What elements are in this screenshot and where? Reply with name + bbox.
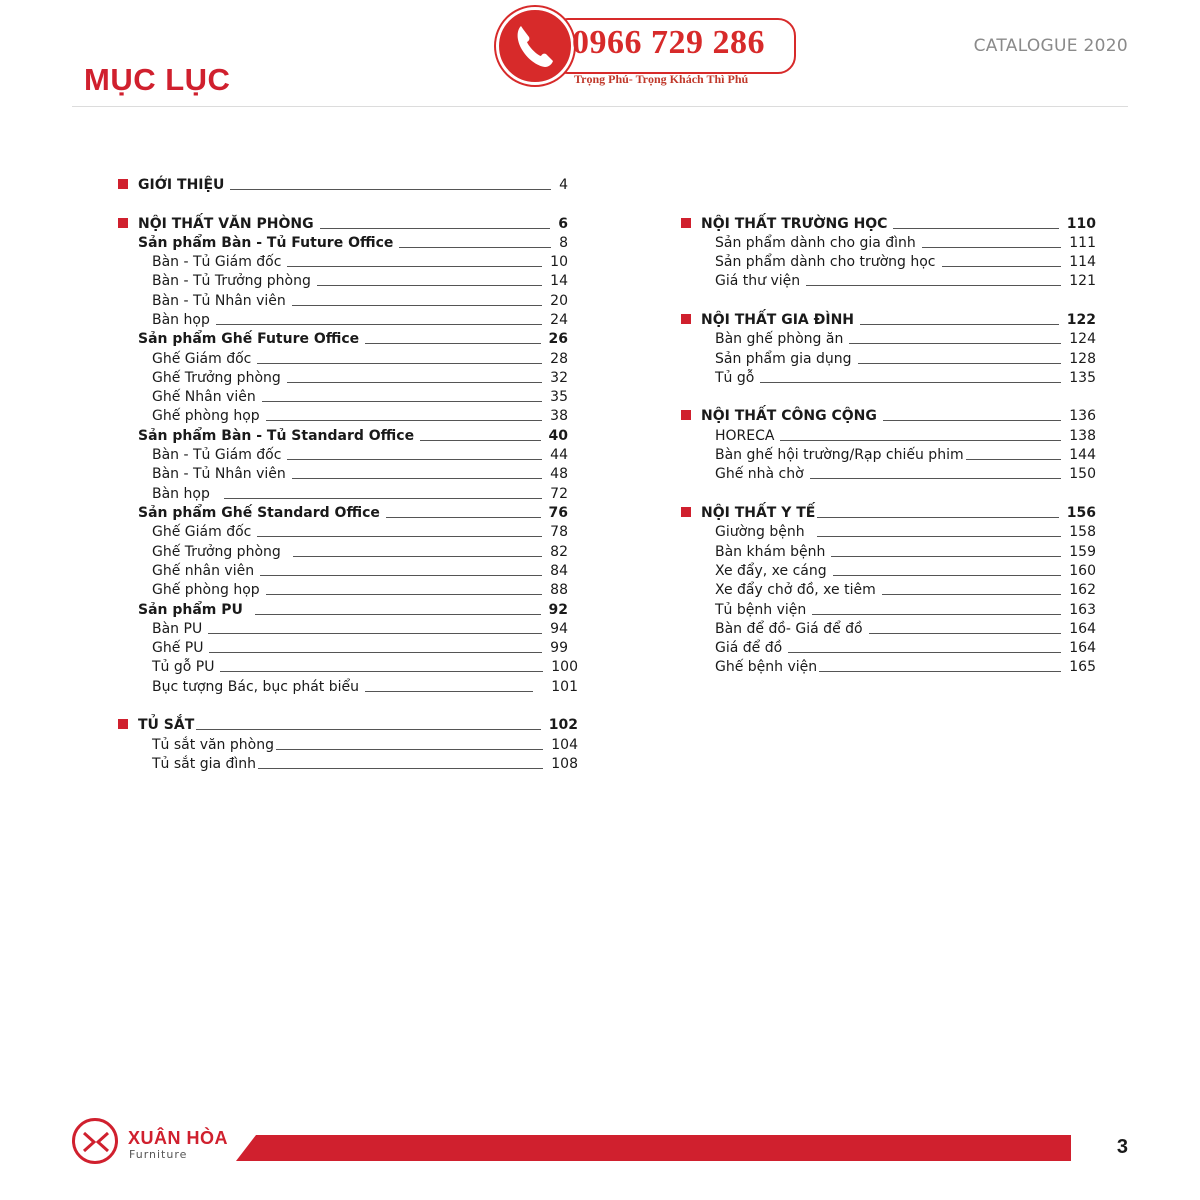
- logo-subtitle: Furniture: [129, 1148, 188, 1161]
- section-bullet-icon: [681, 410, 691, 420]
- toc-item[interactable]: Bàn họp 72: [152, 486, 568, 502]
- toc-item[interactable]: Bàn - Tủ Trưởng phòng 14: [152, 273, 568, 289]
- logo-brand-name: XUÂN HÒA: [128, 1128, 229, 1148]
- toc-item[interactable]: Bàn - Tủ Giám đốc 10: [152, 254, 568, 270]
- toc-item[interactable]: Tủ sắt gia đình 108: [152, 756, 578, 772]
- page-title: MỤC LỤC: [84, 62, 231, 97]
- toc-item[interactable]: Bàn ghế hội trường/Rạp chiếu phim 144: [715, 447, 1096, 463]
- toc-item[interactable]: Sản phẩm dành cho gia đình 111: [715, 235, 1096, 251]
- toc-item[interactable]: Bục tượng Bác, bục phát biểu 101: [152, 679, 578, 695]
- page-number: 3: [1116, 1136, 1128, 1158]
- toc-section[interactable]: NỘI THẤT TRƯỜNG HỌC 110: [701, 214, 1096, 232]
- toc-item[interactable]: Ghế nhân viên 84: [152, 563, 568, 579]
- section-bullet-icon: [118, 179, 128, 189]
- phone-icon: [496, 7, 574, 85]
- section-bullet-icon: [118, 719, 128, 729]
- toc-item[interactable]: Ghế Trưởng phòng 32: [152, 370, 568, 386]
- toc-subsection[interactable]: Sản phẩm PU 92: [138, 602, 568, 618]
- toc-item[interactable]: Tủ gỗ 135: [715, 370, 1096, 386]
- section-bullet-icon: [118, 218, 128, 228]
- toc-item[interactable]: Ghế phòng họp 38: [152, 408, 568, 424]
- toc-item[interactable]: Bàn để đồ- Giá để đồ 164: [715, 621, 1096, 637]
- toc-section[interactable]: NỘI THẤT GIA ĐÌNH 122: [701, 310, 1096, 328]
- phone-badge[interactable]: [496, 6, 806, 92]
- toc-item[interactable]: Ghế Nhân viên 35: [152, 389, 568, 405]
- toc-item[interactable]: Sản phẩm dành cho trường học 114: [715, 254, 1096, 270]
- toc-section[interactable]: GIỚI THIỆU 4: [138, 175, 568, 193]
- toc-item[interactable]: Bàn PU 94: [152, 621, 568, 637]
- toc-item[interactable]: Ghế Giám đốc 28: [152, 351, 568, 367]
- phone-number[interactable]: 0966 729 286: [572, 24, 765, 61]
- toc-item[interactable]: Bàn họp 24: [152, 312, 568, 328]
- toc-subsection[interactable]: Sản phẩm Bàn - Tủ Standard Office 40: [138, 428, 568, 444]
- toc-item[interactable]: Giá để đồ 164: [715, 640, 1096, 656]
- section-bullet-icon: [681, 507, 691, 517]
- section-bullet-icon: [681, 314, 691, 324]
- toc-section[interactable]: TỦ SẮT 102: [138, 715, 578, 733]
- toc-item[interactable]: Tủ sắt văn phòng 104: [152, 737, 578, 753]
- toc-section[interactable]: NỘI THẤT VĂN PHÒNG 6: [138, 214, 568, 232]
- toc-item[interactable]: Ghế bệnh viện 165: [715, 659, 1096, 675]
- header-divider: [72, 106, 1128, 107]
- toc-item[interactable]: Giá thư viện 121: [715, 273, 1096, 289]
- toc-item[interactable]: Bàn - Tủ Nhân viên 20: [152, 293, 568, 309]
- logo-mark-icon: [72, 1118, 118, 1164]
- toc-item[interactable]: Bàn - Tủ Nhân viên 48: [152, 466, 568, 482]
- toc-item[interactable]: Bàn khám bệnh 159: [715, 544, 1096, 560]
- toc-item[interactable]: Bàn ghế phòng ăn 124: [715, 331, 1096, 347]
- toc-item[interactable]: Ghế nhà chờ 150: [715, 466, 1096, 482]
- toc-section[interactable]: NỘI THẤT Y TẾ 156: [701, 503, 1096, 521]
- toc-item[interactable]: Ghế PU 99: [152, 640, 568, 656]
- catalogue-label: CATALOGUE 2020: [973, 36, 1128, 56]
- footer-bar: [236, 1135, 1071, 1161]
- toc-subsection[interactable]: Sản phẩm Ghế Future Office 26: [138, 331, 568, 347]
- toc-item[interactable]: Xe đẩy, xe cáng 160: [715, 563, 1096, 579]
- toc-item[interactable]: Xe đẩy chở đồ, xe tiêm 162: [715, 582, 1096, 598]
- toc-item[interactable]: HORECA 138: [715, 428, 1096, 444]
- toc-item[interactable]: Giường bệnh 158: [715, 524, 1096, 540]
- toc-item[interactable]: Ghế Giám đốc 78: [152, 524, 568, 540]
- toc-subsection[interactable]: Sản phẩm Bàn - Tủ Future Office 8: [138, 235, 568, 251]
- toc-item[interactable]: Tủ bệnh viện 163: [715, 602, 1096, 618]
- toc-item[interactable]: Ghế Trưởng phòng 82: [152, 544, 568, 560]
- toc-item[interactable]: Ghế phòng họp 88: [152, 582, 568, 598]
- brand-logo[interactable]: [72, 1118, 242, 1172]
- section-bullet-icon: [681, 218, 691, 228]
- toc-subsection[interactable]: Sản phẩm Ghế Standard Office 76: [138, 505, 568, 521]
- phone-slogan: Trọng Phú- Trọng Khách Thì Phú: [574, 72, 749, 86]
- toc-item[interactable]: Bàn - Tủ Giám đốc 44: [152, 447, 568, 463]
- toc-item[interactable]: Tủ gỗ PU 100: [152, 659, 578, 675]
- toc-section[interactable]: NỘI THẤT CÔNG CỘNG 136: [701, 406, 1096, 424]
- toc-item[interactable]: Sản phẩm gia dụng 128: [715, 351, 1096, 367]
